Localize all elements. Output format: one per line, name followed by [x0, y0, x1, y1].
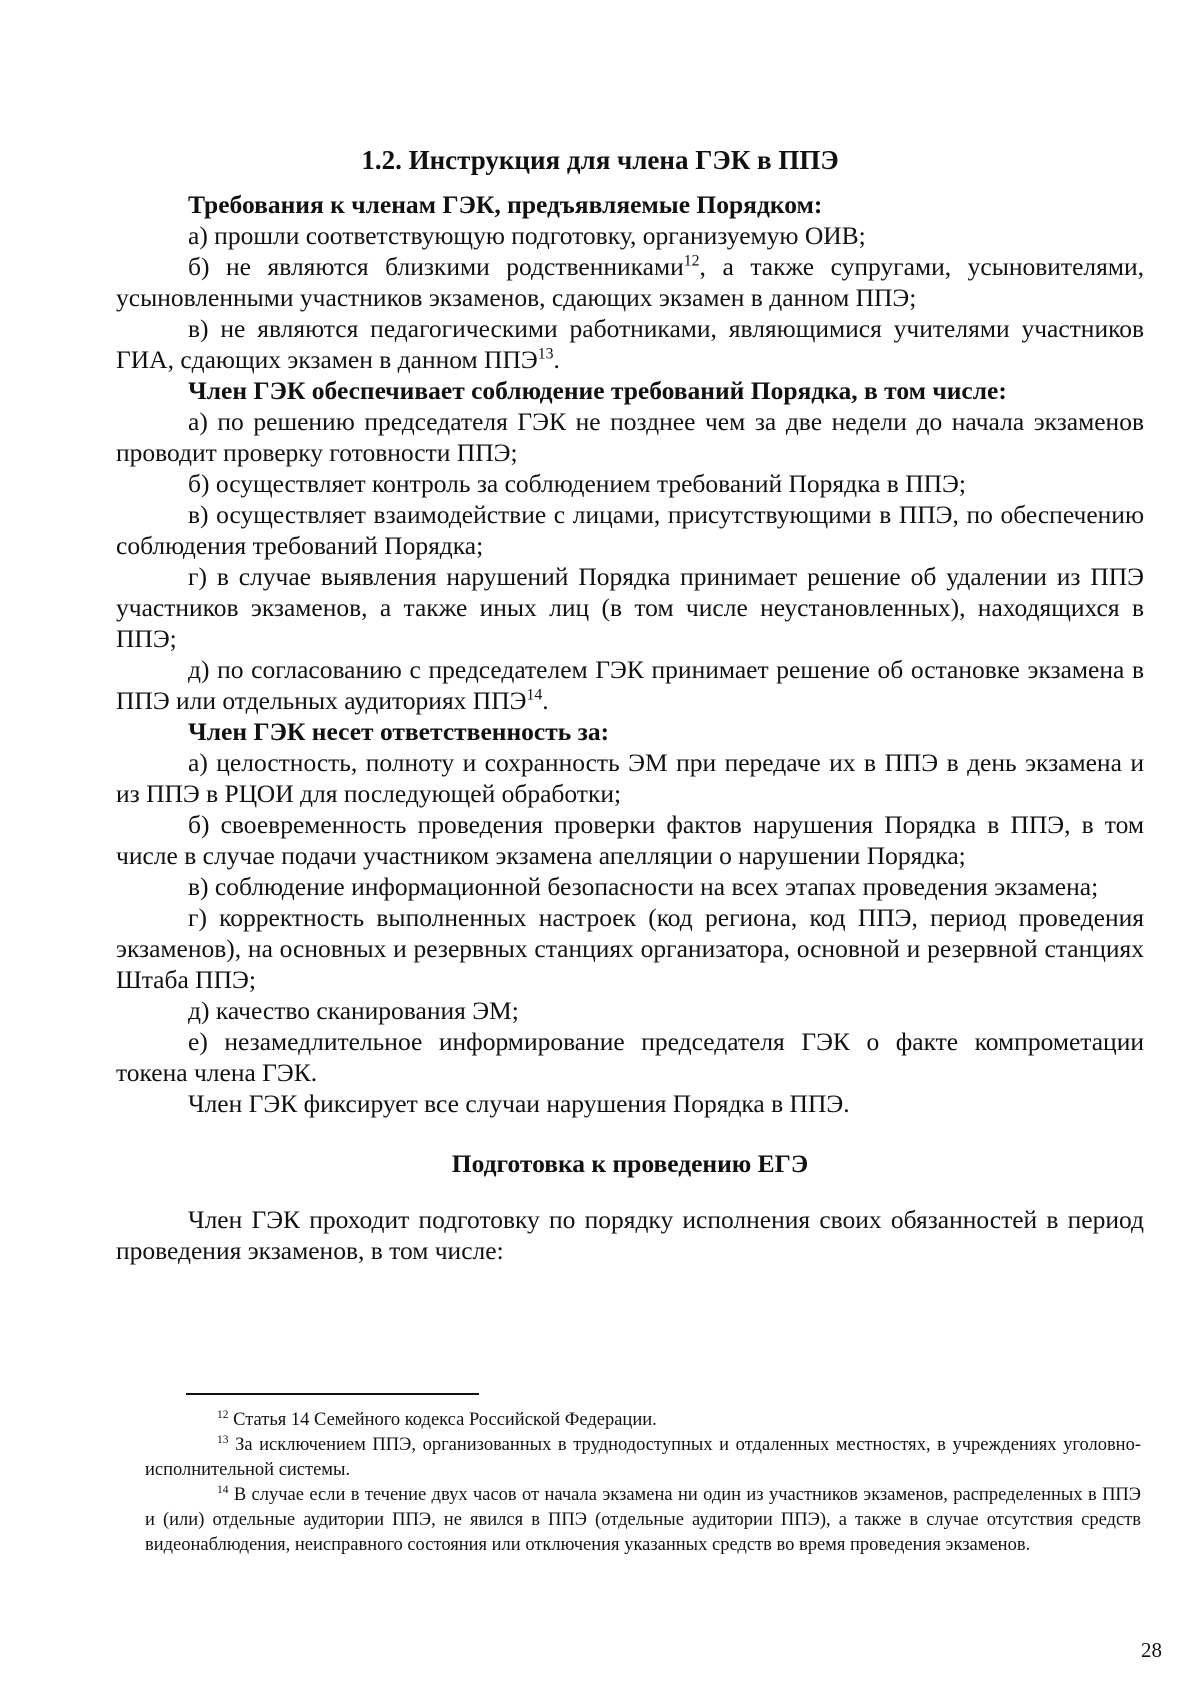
ensure-e	[116, 654, 1144, 716]
footnote-text: В случае если в течение двух часов от начала экзамена ни один из участников экзаменов, распределенных в ППЭ и (или) отдельные аудитории ППЭ, не явился в ППЭ (отдельные аудитории ППЭ), а также в случае отсутствия средств видеонаблюдения, неисправного состояния или отключения указанных средств во время проведения экзаменов.	[145, 1485, 1141, 1555]
responsibility-d: г) корректность выполненных настроек (код региона, код ППЭ, период проведения экзаменов), на основных и резервных станциях организатора, основной и резервной станциях Штаба ППЭ;	[116, 903, 1144, 994]
requirement-c-end: .	[553, 345, 560, 374]
requirement-c	[116, 313, 1144, 375]
ensure-c: в) осуществляет взаимодействие с лицами, присутствующими в ППЭ, по обеспечению соблюдения требований Порядка;	[116, 500, 1144, 560]
footnote-13	[145, 1433, 1141, 1483]
document-body	[116, 189, 1144, 1266]
footnote-marker: 14	[217, 1483, 229, 1496]
records-paragraph: Член ГЭК фиксирует все случаи нарушения Порядка в ППЭ.	[188, 1089, 850, 1118]
preparation-paragraph: Член ГЭК проходит подготовку по порядку исполнения своих обязанностей в период проведения экзаменов, в том числе:	[116, 1205, 1144, 1265]
responsibility-c: в) соблюдение информационной безопасности на всех этапах проведения экзамена;	[188, 872, 1099, 901]
footnote-ref-12[interactable]: 12	[683, 252, 700, 270]
responsibility-heading: Член ГЭК несет ответственность за:	[188, 717, 610, 746]
footnote-marker: 13	[217, 1433, 229, 1446]
preparation-heading: Подготовка к проведению ЕГЭ	[451, 1149, 809, 1178]
footnote-marker: 12	[217, 1408, 229, 1421]
requirement-b-text: б) не являются близкими родственниками	[188, 252, 684, 281]
ensure-e-end: .	[542, 686, 549, 715]
footnote-ref-13[interactable]: 13	[537, 345, 554, 363]
ensure-a: а) по решению председателя ГЭК не позднее чем за две недели до начала экзаменов проводит проверку готовности ППЭ;	[116, 407, 1144, 467]
responsibility-b: б) своевременность проведения проверки фактов нарушения Порядка в ППЭ, в том числе в случае подачи участником экзамена апелляции о нарушении Порядка;	[116, 810, 1144, 870]
responsibility-e: д) качество сканирования ЭМ;	[188, 996, 519, 1025]
requirement-c-text: в) не являются педагогическими работниками, являющимися учителями участников ГИА, сдающих экзамен в данном ППЭ	[116, 314, 1144, 374]
ensure-e-text: д) по согласованию с председателем ГЭК принимает решение об остановке экзамена в ППЭ или отдельных аудиториях ППЭ	[116, 655, 1144, 715]
ensure-b: б) осуществляет контроль за соблюдением требований Порядка в ППЭ;	[188, 469, 966, 498]
footnote-text: За исключением ППЭ, организованных в труднодоступных и отдаленных местностях, в учреждениях уголовно-исполнительной системы.	[145, 1435, 1141, 1480]
ensure-d: г) в случае выявления нарушений Порядка принимает решение об удалении из ППЭ участников экзаменов, а также иных лиц (в том числе неустановленных), находящихся в ППЭ;	[116, 562, 1144, 653]
responsibility-f: е) незамедлительное информирование председателя ГЭК о факте компрометации токена члена ГЭК.	[116, 1027, 1144, 1087]
footnote-14	[145, 1483, 1141, 1558]
page-number: 28	[1141, 1638, 1162, 1662]
requirement-a: а) прошли соответствующую подготовку, организуемую ОИВ;	[188, 221, 866, 250]
footnote-12	[145, 1408, 1141, 1433]
responsibility-a: а) целостность, полноту и сохранность ЭМ при передаче их в ППЭ в день экзамена и из ППЭ в РЦОИ для последующей обработки;	[116, 748, 1144, 808]
requirement-b	[116, 251, 1144, 313]
section-title: 1.2. Инструкция для члена ГЭК в ППЭ	[361, 145, 839, 175]
requirements-heading: Требования к членам ГЭК, предъявляемые Порядком:	[188, 190, 823, 219]
requirement-b-rest: , а также супругами, усыновителями, усыновленными участников экзаменов, сдающих экзамен в данном ППЭ;	[116, 252, 1144, 312]
footnote-ref-14[interactable]: 14	[526, 686, 543, 704]
footnotes	[145, 1408, 1141, 1558]
ensures-heading: Член ГЭК обеспечивает соблюдение требований Порядка, в том числе:	[188, 376, 1007, 405]
footnote-text: Статья 14 Семейного кодекса Российской Федерации.	[228, 1410, 657, 1430]
footnote-separator	[186, 1393, 479, 1395]
